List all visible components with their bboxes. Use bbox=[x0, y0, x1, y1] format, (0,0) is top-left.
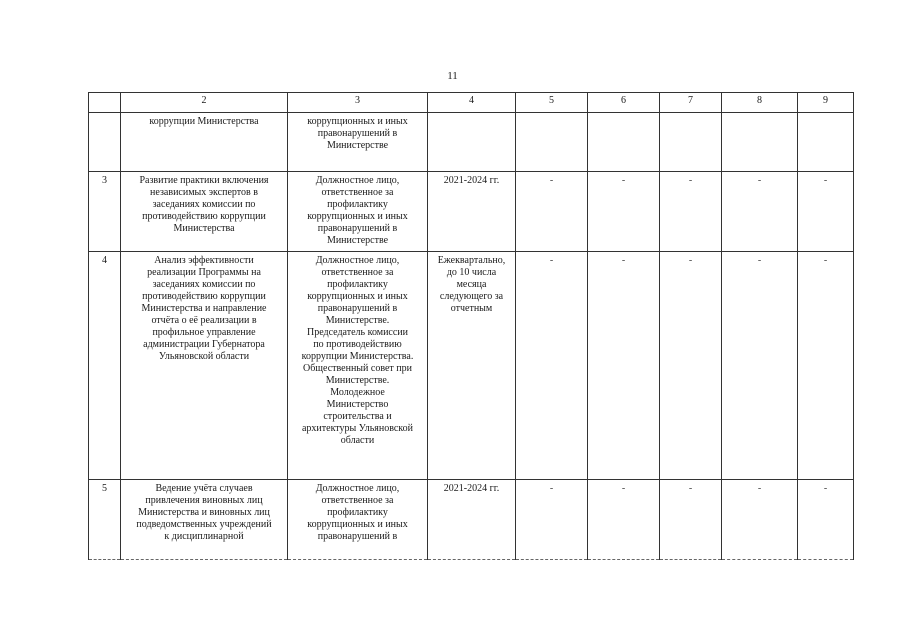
col5-cell: - bbox=[516, 480, 588, 560]
header-col-7: 7 bbox=[660, 93, 722, 113]
col9-cell: - bbox=[798, 172, 854, 252]
table-row bbox=[89, 480, 854, 560]
table-row bbox=[89, 113, 854, 172]
col5-cell: - bbox=[516, 252, 588, 480]
col7-cell: - bbox=[660, 252, 722, 480]
deadline-cell: 2021-2024 гг. bbox=[428, 172, 516, 252]
deadline-cell: 2021-2024 гг. bbox=[428, 480, 516, 560]
col7-cell: - bbox=[660, 172, 722, 252]
responsible-cell: коррупционных и иных правонарушений в Министерстве bbox=[288, 113, 428, 172]
activity-cell: Ведение учёта случаев привлечения виновных лиц Министерства и виновных лиц подведомственных учреждений к дисциплинарной bbox=[121, 480, 288, 560]
col8-cell: - bbox=[722, 252, 798, 480]
header-col-8: 8 bbox=[722, 93, 798, 113]
col8-cell: - bbox=[722, 480, 798, 560]
header-col-5: 5 bbox=[516, 93, 588, 113]
col6-cell: - bbox=[588, 172, 660, 252]
row-number: 5 bbox=[89, 480, 121, 560]
col6-cell bbox=[588, 113, 660, 172]
col6-cell: - bbox=[588, 480, 660, 560]
row-number bbox=[89, 113, 121, 172]
table-row bbox=[89, 252, 854, 480]
responsible-cell: Должностное лицо, ответственное за профилактику коррупционных и иных правонарушений в bbox=[288, 480, 428, 560]
header-col-1 bbox=[89, 93, 121, 113]
activity-cell: Развитие практики включения независимых экспертов в заседаниях комиссии по противодействию коррупции Министерства bbox=[121, 172, 288, 252]
header-col-2: 2 bbox=[121, 93, 288, 113]
header-col-4: 4 bbox=[428, 93, 516, 113]
col5-cell: - bbox=[516, 172, 588, 252]
col5-cell bbox=[516, 113, 588, 172]
col8-cell bbox=[722, 113, 798, 172]
row-number: 4 bbox=[89, 252, 121, 480]
header-col-6: 6 bbox=[588, 93, 660, 113]
row-number: 3 bbox=[89, 172, 121, 252]
col9-cell bbox=[798, 113, 854, 172]
deadline-cell bbox=[428, 113, 516, 172]
col7-cell: - bbox=[660, 480, 722, 560]
responsible-cell: Должностное лицо, ответственное за профилактику коррупционных и иных правонарушений в Министерстве. Председатель комиссии по противодействию коррупции Министерства. Общественный совет при Министерстве. Молодежное Министерство строительства и архитектуры Ульяновской области bbox=[288, 252, 428, 480]
col9-cell: - bbox=[798, 252, 854, 480]
col8-cell: - bbox=[722, 172, 798, 252]
activity-cell: Анализ эффективности реализации Программы на заседаниях комиссии по противодействию коррупции Министерства и направление отчёта о её реализации в профильное управление администрации Губернатора Ульяновской области bbox=[121, 252, 288, 480]
col6-cell: - bbox=[588, 252, 660, 480]
header-col-3: 3 bbox=[288, 93, 428, 113]
header-col-9: 9 bbox=[798, 93, 854, 113]
table-row bbox=[89, 172, 854, 252]
responsible-cell: Должностное лицо, ответственное за профилактику коррупционных и иных правонарушений в Министерстве bbox=[288, 172, 428, 252]
col9-cell: - bbox=[798, 480, 854, 560]
column-number-row bbox=[89, 93, 854, 113]
program-table bbox=[88, 92, 854, 560]
page-number: 11 bbox=[447, 70, 458, 82]
activity-cell: коррупции Министерства bbox=[121, 113, 288, 172]
deadline-cell: Ежеквартально, до 10 числа месяца следующего за отчетным bbox=[428, 252, 516, 480]
col7-cell bbox=[660, 113, 722, 172]
